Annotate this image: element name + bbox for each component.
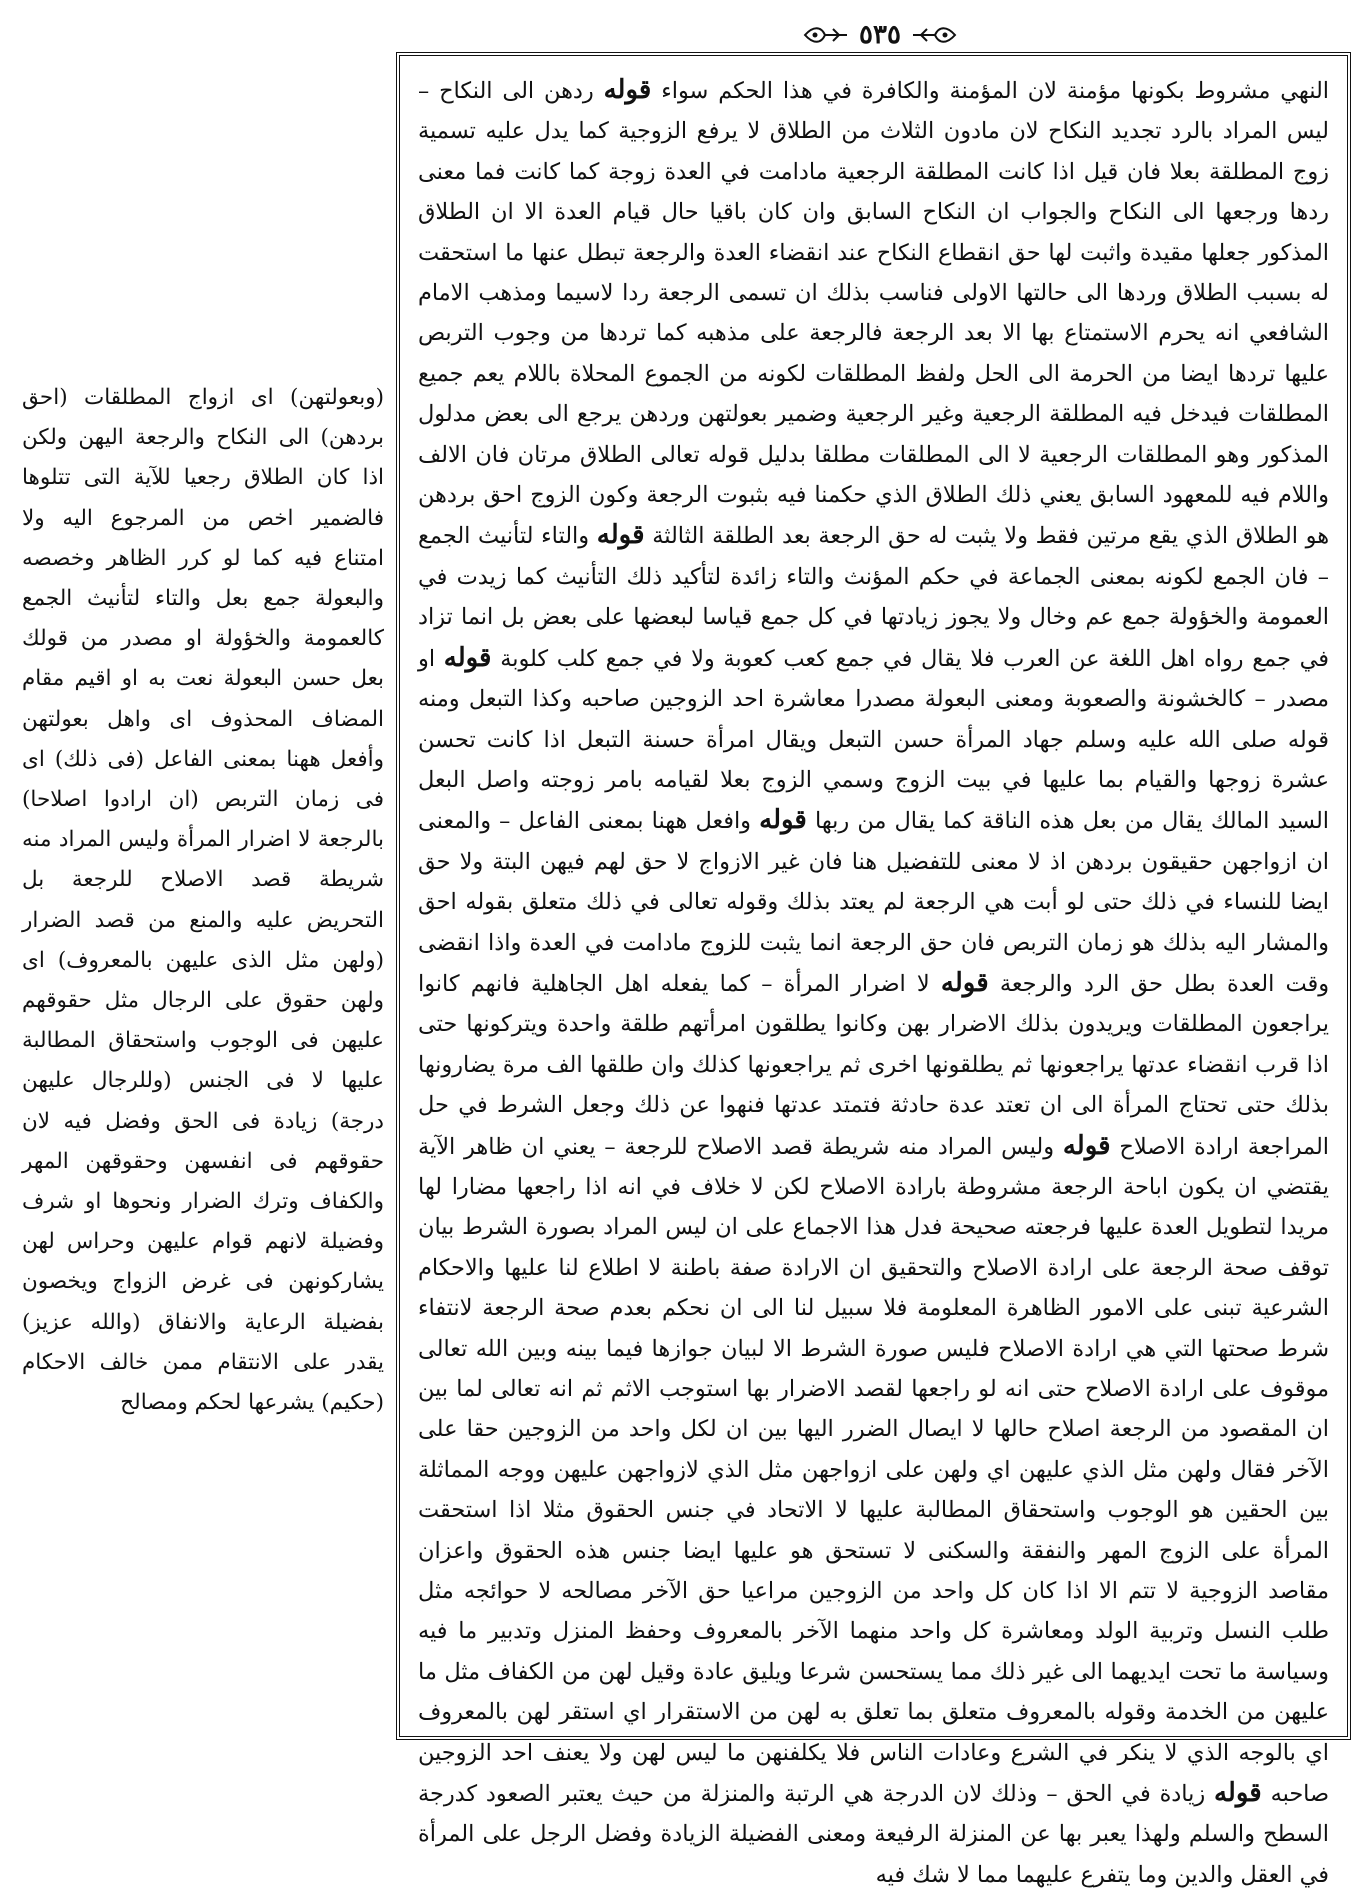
qawluhu-marker: قوله: [596, 520, 645, 551]
main-text-frame: [396, 52, 1351, 1888]
main-paragraph: النهي مشروط بكونها مؤمنة لان المؤمنة والكافرة في هذا الحكم سواء: [661, 78, 1329, 104]
qawluhu-marker: قوله: [1062, 1130, 1111, 1161]
main-paragraph: زيادة في الحق – وذلك لان الدرجة هي الرتبة والمنزلة من حيث يعتبر الصعود كدرجة السطح والسلم ولهذا يعبر بها عن المنزلة الرفيعة ومعنى الفضيلة الزيادة وفضل الرجل على المرأة في العقل والدين وما يتفرع عليهما مما لا شك فيه: [418, 1781, 1329, 1888]
side-commentary: [22, 378, 384, 1598]
qawluhu-marker: قوله: [940, 967, 989, 998]
main-paragraph: والتاء لتأنيث الجمع – فان الجمع لكونه بمعنى الجماعة في حكم المؤنث والتاء زائدة لتأكيد ذلك التأنيث كما زيدت في العمومة والخؤولة جمع عم وخال ولا يجوز زيادتها في كل جمع قياسا لبعضها على بعض بل انما تزاد في جمع رواه اهل اللغة عن العرب فلا يقال في جمع كعب كعوبة ولا في جمع كلب كلوبة: [418, 523, 1329, 672]
main-paragraph: ردهن الى النكاح – ليس المراد بالرد تجديد النكاح لان مادون الثلاث من الطلاق لا يرفع الزوجية كما يدل عليه تسمية زوج المطلقة بعلا فان قيل اذا كانت المطلقة الرجعية مادامت في العدة زوجة كما كانت فما معنى ردها ورجعها الى النكاح والجواب ان النكاح السابق وان كان باقيا حال قيام العدة الا ان الطلاق المذكور جعلها مقيدة واثبت لها حق انقطاع النكاح عند انقضاء العدة والرجعة تبطل عنها ما استحقت له بسبب الطلاق وردها الى حالتها الاولى فناسب بذلك ان تسمى الرجعة ردا لاسيما ومذهب الامام الشافعي انه يحرم الاستمتاع بها الا بعد الرجعة فالرجعة على مذهبه كما تردها من وجوب التربص عليها تردها ايضا من الحرمة الى الحل ولفظ المطلقات لكونه من الجموع المحلاة باللام يعم جميع المطلقات فيدخل فيه المطلقة الرجعية وغير الرجعية وضمير بعولتهن وردهن يرجع الى بعض مدلول المذكور وهو المطلقات الرجعية لا الى المطلقات مطلقا بدليل قوله تعالى الطلاق مرتان فان الالف واللام فيه للمعهود السابق يعني ذلك الطلاق الذي حكمنا فيه بثبوت الرجعة وكون الزوج احق بردهن هو الطلاق الذي يقع مرتين فقط ولا يثبت له حق الرجعة بعد الطلقة الثالثة: [418, 78, 1329, 550]
ornament-right-icon: [911, 24, 957, 46]
page-number: ٥٣٥: [859, 20, 901, 50]
main-paragraph: وليس المراد منه شريطة قصد الاصلاح للرجعة – يعني ان ظاهر الآية يقتضي ان يكون اباحة الرجعة مشروطة بارادة الاصلاح لكن لا خلاف في انه اذا راجعها مضارا لها مريدا لتطويل العدة عليها فرجعته صحيحة فدل هذا الاجماع على ان ليس المراد بصورة الشرط بيان توقف صحة الرجعة على ارادة الاصلاح والتحقيق ان الارادة صفة باطنة لا اطلاع لنا عليها والاحكام الشرعية تبنى على الامور الظاهرة المعلومة فلا سبيل لنا الى ان نحكم بعدم صحة الرجعة لانتفاء شرط صحتها التي هي ارادة الاصلاح فليس صورة الشرط الا لبيان جوازها فيما بينه وبين الله تعالى موقوف على ارادة الاصلاح حتى انه لو راجعها لقصد الاضرار بها استوجب الاثم ثم انه تعالى لما بين ان المقصود من الرجعة اصلاح حالها لا ايصال الضرر اليها بين ان لكل واحد من الزوجين حقا على الآخر فقال ولهن مثل الذي عليهن اي ولهن على ازواجهن مثل الذي لازواجهن عليهن ووجه المماثلة بين الحقين هو الوجوب واستحقاق المطالبة عليها لا الاتحاد في جنس الحقوق مثلا اذا استحقت المرأة على الزوج المهر والنفقة والسكنى لا تستحق هو عليها ايضا جنس هذه الحقوق واعزان مقاصد الزوجية لا تتم الا اذا كان كل واحد من الزوجين مراعيا حق الآخر مصالحه لا حوائجه مثل طلب النسل وتربية الولد ومعاشرة كل واحد منهما الآخر بالمعروف وحفظ المنزل وتدبير ما فيه وسياسة ما تحت ايديهما الى غير ذلك مما يستحسن شرعا ويليق عادة وقيل لهن من الكفاف مثل ما عليهن من الخدمة وقوله بالمعروف متعلق بما تعلق به لهن من الاستقرار اي استقر لهن بالمعروف اي بالوجه الذي لا ينكر في الشرع وعادات الناس فلا يكلفنهن ما ليس لهن ولا يعنف احد الزوجين صاحبه: [418, 1133, 1329, 1808]
ornament-left-icon: [803, 24, 849, 46]
qawluhu-marker: قوله: [1213, 1778, 1262, 1809]
main-text-body: [418, 70, 1329, 1895]
main-paragraph: لا اضرار المرأة – كما يفعله اهل الجاهلية فانهم كانوا يراجعون المطلقات ويريدون بذلك الاضرار بهن وكانوا يطلقون امرأتهم طلقة واحدة ويتركونها حتى اذا قرب انقضاء عدتها يراجعونها ثم يطلقونها اخرى ثم يراجعونها كذلك وان طلقها الف مرة يضارونها بذلك حتى تحتاج المرأة الى ان تعتد عدة حادثة فتمتد عدتها فنهوا عن ذلك وجعل الشرط في حل المراجعة ارادة الاصلاح: [418, 970, 1329, 1160]
main-paragraph: او مصدر – كالخشونة والصعوبة ومعنى البعولة مصدرا معاشرة احد الزوجين صاحبه وكذا التبعل ومنه قوله صلى الله عليه وسلم جهاد المرأة حسن التبعل ويقال امرأة حسنة التبعل اذا كانت تحسن عشرة زوجها والقيام بما عليها في بيت الزوج وسمي الزوج بعلا لقيامه بامر زوجته واصل البعل السيد المالك يقال من بعل هذه الناقة كما يقال من ربها: [418, 645, 1329, 835]
main-paragraph: وافعل ههنا بمعنى الفاعل – والمعنى ان ازواجهن حقيقون بردهن اذ لا معنى للتفضيل هنا فان غير الازواج لا حق لهم فيهن البتة ولا حق ايضا للنساء في ذلك حتى لو أبت هي الرجعة لم يعتد بذلك وقوله تعالى في ذلك متعلق بقوله احق والمشار اليه بذلك هو زمان التربص فان حق الرجعة انما يثبت للزوج مادامت في العدة واذا انقضى وقت العدة بطل حق الرد والرجعة: [418, 808, 1330, 997]
side-commentary-text: (وبعولتهن) اى ازواج المطلقات (احق بردهن) الى النكاح والرجعة اليهن ولكن اذا كان الطلاق رجعيا للآية التى تتلوها فالضمير اخص من المرجوع اليه ولا امتناع فيه كما لو كرر الظاهر وخصصه والبعولة جمع بعل والتاء لتأنيث الجمع كالعمومة والخؤولة او مصدر من قولك بعل حسن البعولة نعت به او اقيم مقام المضاف المحذوف اى واهل بعولتهن وأفعل ههنا بمعنى الفاعل (فى ذلك) اى فى زمان التربص (ان ارادوا اصلاحا) بالرجعة لا اضرار المرأة وليس المراد منه شريطة قصد الاصلاح للرجعة بل التحريض عليه والمنع من قصد الضرار (ولهن مثل الذى عليهن بالمعروف) اى ولهن حقوق على الرجال مثل حقوقهم عليهن فى الوجوب واستحقاق المطالبة عليها لا فى الجنس (وللرجال عليهن درجة) زيادة فى الحق وفضل فيه لان حقوقهم فى انفسهن وحقوقهن المهر والكفاف وترك الضرار ونحوها او شرف وفضيلة لانهم قوام عليهن وحراس لهن يشاركونهن فى غرض الزواج ويخصون بفضيلة الرعاية والانفاق (والله عزيز) يقدر على الانتقام ممن خالف الاحكام (حكيم) يشرعها لحكم ومصالح: [22, 385, 384, 1416]
qawluhu-marker: قوله: [603, 75, 652, 105]
qawluhu-marker: قوله: [759, 805, 807, 836]
qawluhu-marker: قوله: [443, 642, 492, 673]
page-header: [800, 18, 960, 52]
